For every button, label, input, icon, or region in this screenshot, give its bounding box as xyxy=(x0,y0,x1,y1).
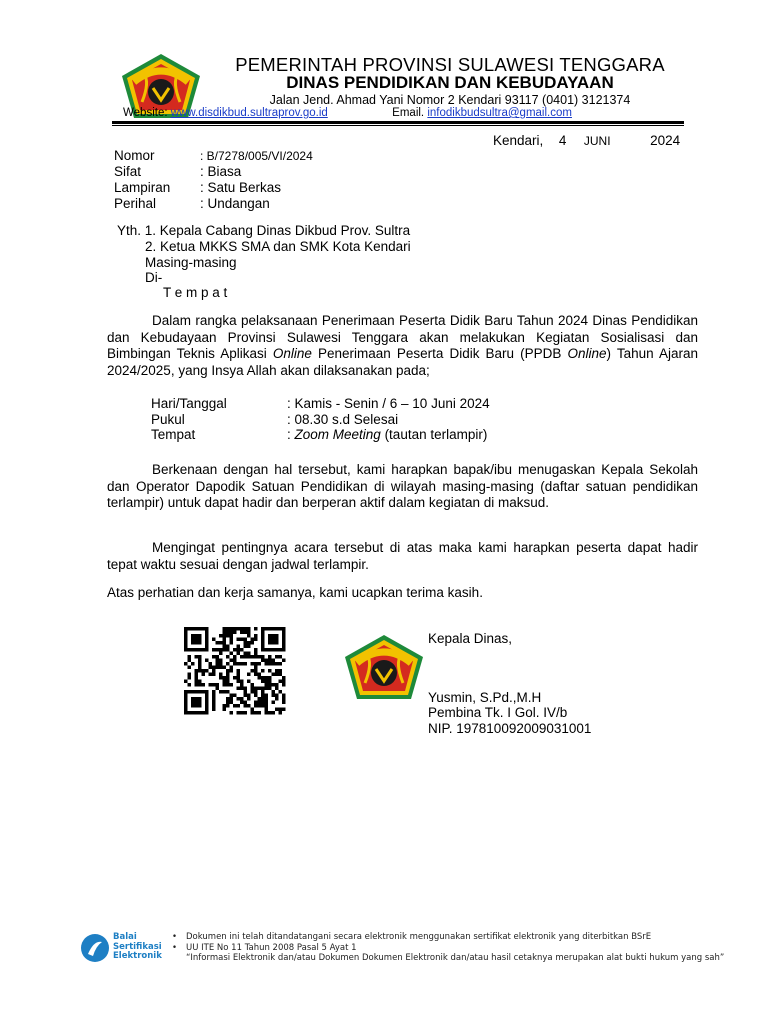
signature-name: Yusmin, S.Pd.,M.H xyxy=(428,690,542,705)
signature-nip: NIP. 197810092009031001 xyxy=(428,721,592,736)
body-paragraph-1: Dalam rangka pelaksanaan Penerimaan Peserta Didik Baru Tahun 2024 Dinas Pendidikan dan Kebudayaan Provinsi Sulawesi Tenggara akan melakukan Kegiatan Sosialisasi dan Bimbingan Teknis Aplikasi Online Penerimaan Peserta Didik Baru (PPDB Online) Tahun Ajaran 2024/2025, yang Insya Allah akan dilaksanakan pada; xyxy=(107,313,698,378)
meta-nomor: Nomor : B/7278/005/VI/2024 xyxy=(114,148,313,163)
qr-code xyxy=(184,627,288,717)
bsre-logo-icon xyxy=(80,932,110,964)
recipient-4: Di- xyxy=(145,270,163,285)
bsre-logo-text: Balai Sertifikasi Elektronik xyxy=(113,932,162,961)
header-address: Jalan Jend. Ahmad Yani Nomor 2 Kendari 93117 (0401) 3121374 xyxy=(269,93,631,107)
footer-quote: “Informasi Elektronik dan/atau Dokumen Dokumen Elektronik dan/atau hasil cetaknya merupakan alat bukti hukum yang sah” xyxy=(186,953,725,963)
header-divider-thick xyxy=(112,121,684,124)
event-time-row: Pukul : 08.30 s.d Selesai xyxy=(151,412,399,427)
meta-sifat: Sifat : Biasa xyxy=(114,164,242,179)
meta-lampiran: Lampiran : Satu Berkas xyxy=(114,180,282,195)
header-contact xyxy=(123,107,683,119)
recipient-2: 2. Ketua MKKS SMA dan SMK Kota Kendari xyxy=(145,239,411,254)
footer-note-2: • UU ITE No 11 Tahun 2008 Pasal 5 Ayat 1 xyxy=(172,942,357,953)
body-paragraph-3: Mengingat pentingnya acara tersebut di atas maka kami harapkan peserta dapat hadir tepat waktu sesuai dengan jadwal terlampir. xyxy=(107,540,698,572)
meta-perihal: Perihal : Undangan xyxy=(114,196,270,211)
signature-emblem-logo xyxy=(343,632,425,702)
website-link[interactable]: www.disdikbud.sultraprov.go.id xyxy=(170,107,328,119)
event-date-row: Hari/Tanggal : Kamis - Senin / 6 – 10 Juni 2024 xyxy=(151,396,490,411)
body-paragraph-2: Berkenaan dengan hal tersebut, kami harapkan bapak/ibu menugaskan Kepala Sekolah dan Operator Dapodik Satuan Pendidikan di wilayah masing-masing (daftar satuan pendidikan terlampir) untuk dapat hadir dan berperan aktif dalam kegiatan di maksud. xyxy=(107,462,698,510)
email-label: Email. xyxy=(392,107,425,119)
email-link[interactable]: infodikbudsultra@gmail.com xyxy=(427,107,572,119)
signature-title: Kepala Dinas, xyxy=(428,631,513,646)
footer-notes xyxy=(172,932,724,964)
signature-rank: Pembina Tk. I Gol. IV/b xyxy=(428,705,568,720)
recipient-1: Yth. 1. Kepala Cabang Dinas Dikbud Prov. Sultra xyxy=(117,223,411,238)
header-government-name: PEMERINTAH PROVINSI SULAWESI TENGGARA xyxy=(235,54,665,75)
header-divider-thin xyxy=(112,125,684,126)
header-agency-name: DINAS PENDIDIKAN DAN KEBUDAYAAN xyxy=(286,73,614,92)
recipient-3: Masing-masing xyxy=(145,255,237,270)
body-paragraph-4: Atas perhatian dan kerja samanya, kami ucapkan terima kasih. xyxy=(107,585,483,600)
letter-date: Kendari, 4 JUNI 2024 xyxy=(493,133,681,148)
recipient-5: T e m p a t xyxy=(163,285,228,300)
event-place-row: Tempat : Zoom Meeting (tautan terlampir) xyxy=(151,427,488,442)
website-label: Website: xyxy=(123,107,168,119)
footer-note-1: • Dokumen ini telah ditandatangani secara elektronik menggunakan sertifikat elektronik yang diterbitkan BSrE xyxy=(172,932,652,942)
